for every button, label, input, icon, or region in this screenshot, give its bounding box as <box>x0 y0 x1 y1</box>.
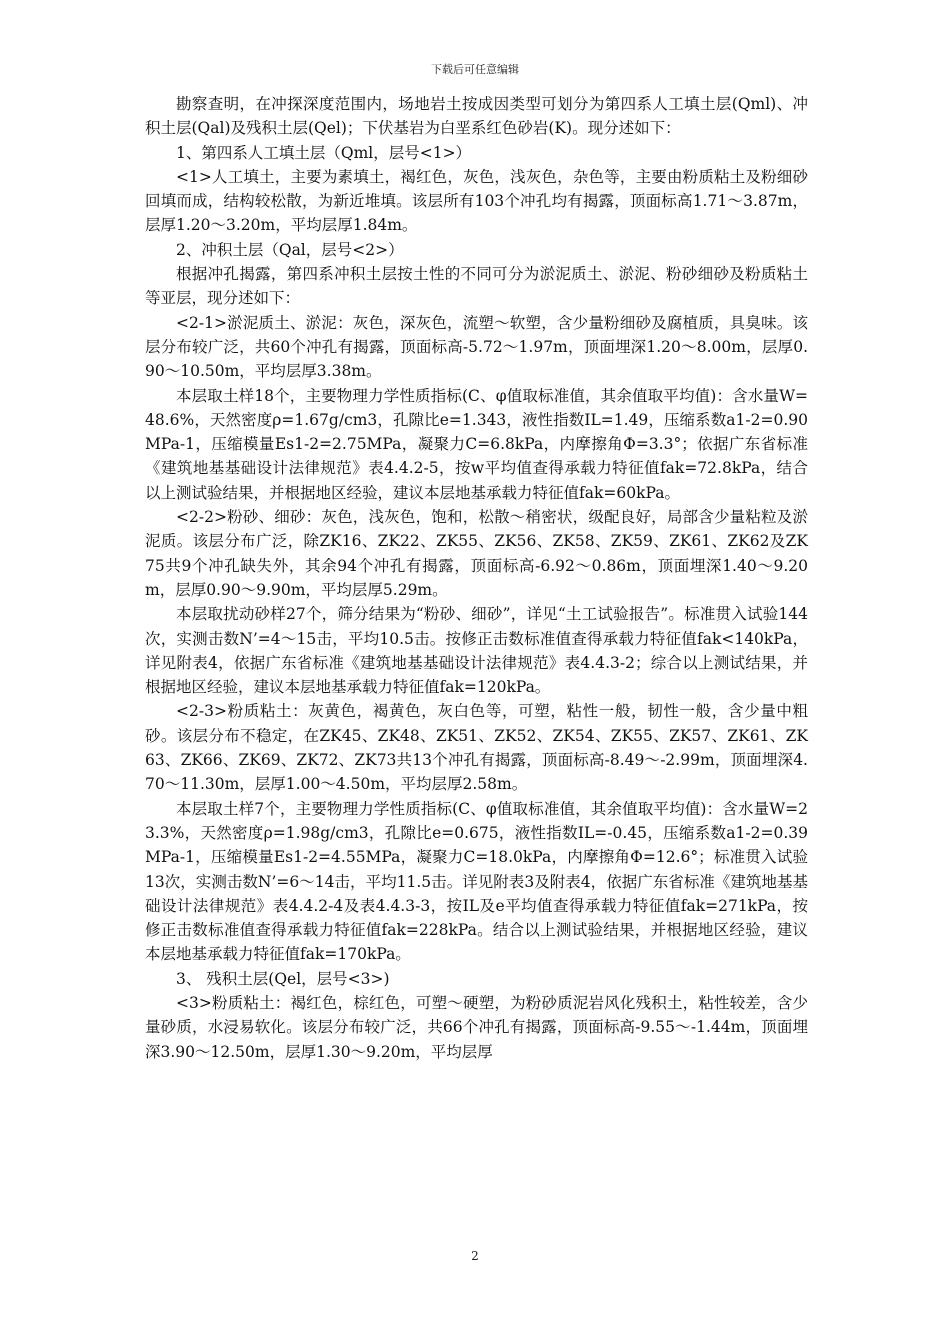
sublayer-2-2-description: <2-2>粉砂、细砂：灰色，浅灰色，饱和，松散～稍密状，级配良好，局部含少量粘粒及淤泥质。该层分布广泛，除ZK16、ZK22、ZK55、ZK56、ZK58、ZK59、ZK61、ZK62及ZK75共9个冲孔缺失外，其余94个冲孔有揭露，顶面标高-6.92～0.86m，顶面埋深1.40～9.20m，层厚0.90～9.90m，平均层厚5.29m。 <box>145 508 808 599</box>
sublayer-2-3-test-results: 本层取土样7个，主要物理力学性质指标(C、φ值取标准值，其余值取平均值)：含水量W=23.3%，天然密度ρ=1.98g/cm3，孔隙比e=0.675，液性指数IL=-0.45，压缩系数a1-2=0.39MPa-1，压缩模量Es1-2=4.55MPa，凝聚力C=18.0kPa，内摩擦角Φ=12.6°；标准贯入试验13次，实测击数N’=6～14击，平均11.5击。详见附表3及附表4，依据广东省标准《建筑地基基础设计法律规范》表4.4.2-4及表4.4.3-3，按IL及e平均值查得承载力特征值fak=271kPa，按修正击数标准值查得承载力特征值fak=228kPa。结合以上测试验结果，并根据地区经验，建议本层地基承载力特征值fak=170kPa。 <box>145 799 808 964</box>
alluvial-layer-intro: 根据冲孔揭露，第四系冲积土层按土性的不同可分为淤泥质土、淤泥、粉砂细砂及粉质粘土等亚层，现分述如下： <box>145 265 808 308</box>
sublayer-2-2-test-results: 本层取扰动砂样27个，筛分结果为“粉砂、细砂”，详见“土工试验报告”。标准贯入试验144次，实测击数N’=4～15击，平均10.5击。按修正击数标准值查得承载力特征值fak<140kPa，详见附表4，依据广东省标准《建筑地基基础设计法律规范》表4.4.3-2；综合以上测试结果，并根据地区经验，建议本层地基承载力特征值fak=120kPa。 <box>145 605 808 697</box>
sublayer-2-1-description: <2-1>淤泥质土、淤泥：灰色，深灰色，流塑～软塑，含少量粉细砂及腐植质，具臭味。该层分布较广泛，共60个冲孔有揭露，顶面标高-5.72～1.97m，顶面埋深1.20～8.00m，层厚0.90～10.50m，平均层厚3.38m。 <box>145 313 808 381</box>
page-number: 2 <box>471 1249 479 1263</box>
section-heading-residual-layer: 3、 残积土层(Qel，层号<3>) <box>176 969 390 988</box>
section-heading-alluvial-layer: 2、冲积土层（Qal，层号<2>） <box>176 240 404 259</box>
residual-layer-description: <3>粉质粘土：褐红色，棕红色，可塑～硬塑，为粉砂质泥岩风化残积土，粘性较差，含少量砂质，水浸易软化。该层分布较广泛，共66个冲孔有揭露，顶面标高-9.55～-1.44m，顶面埋深3.90～12.50m，层厚1.30～9.20m，平均层厚 <box>145 993 808 1061</box>
intro-paragraph: 勘察查明，在冲探深度范围内，场地岩土按成因类型可划分为第四系人工填土层(Qml)、冲积土层(Qal)及残积土层(Qel)；下伏基岩为白垩系红色砂岩(K)。现分述如下： <box>145 95 808 138</box>
document-body <box>145 92 808 1064</box>
sublayer-2-1-test-results: 本层取土样18个，主要物理力学性质指标(C、φ值取标准值，其余值取平均值)：含水量W=48.6%，天然密度ρ=1.67g/cm3，孔隙比e=1.343，液性指数IL=1.49，压缩系数a1-2=0.90MPa-1，压缩模量Es1-2=2.75MPa，凝聚力C=6.8kPa，内摩擦角Φ=3.3°；依据广东省标准《建筑地基基础设计法律规范》表4.4.2-5，按w平均值查得承载力特征值fak=72.8kPa，结合以上测试验结果，并根据地区经验，建议本层地基承载力特征值fak=60kPa。 <box>145 386 808 502</box>
sublayer-2-3-description: <2-3>粉质粘土：灰黄色，褐黄色，灰白色等，可塑，粘性一般，韧性一般，含少量中粗砂。该层分布不稳定，在ZK45、ZK48、ZK51、ZK52、ZK54、ZK55、ZK57、ZK61、ZK63、ZK66、ZK69、ZK72、ZK73共13个冲孔有揭露，顶面标高-8.49～-2.99m，顶面埋深4.70～11.30m，层厚1.00～4.50m，平均层厚2.58m。 <box>145 702 808 794</box>
page-header-note: 下载后可任意编辑 <box>431 63 519 76</box>
fill-layer-description: <1>人工填土，主要为素填土，褐红色，灰色，浅灰色，杂色等，主要由粉质粘土及粉细砂回填而成，结构较松散，为新近堆填。该层所有103个冲孔均有揭露，顶面标高1.71～3.87m，层厚1.20～3.20m，平均层厚1.84m。 <box>145 167 808 235</box>
section-heading-fill-layer: 1、第四系人工填土层（Qml，层号<1>） <box>176 143 472 162</box>
